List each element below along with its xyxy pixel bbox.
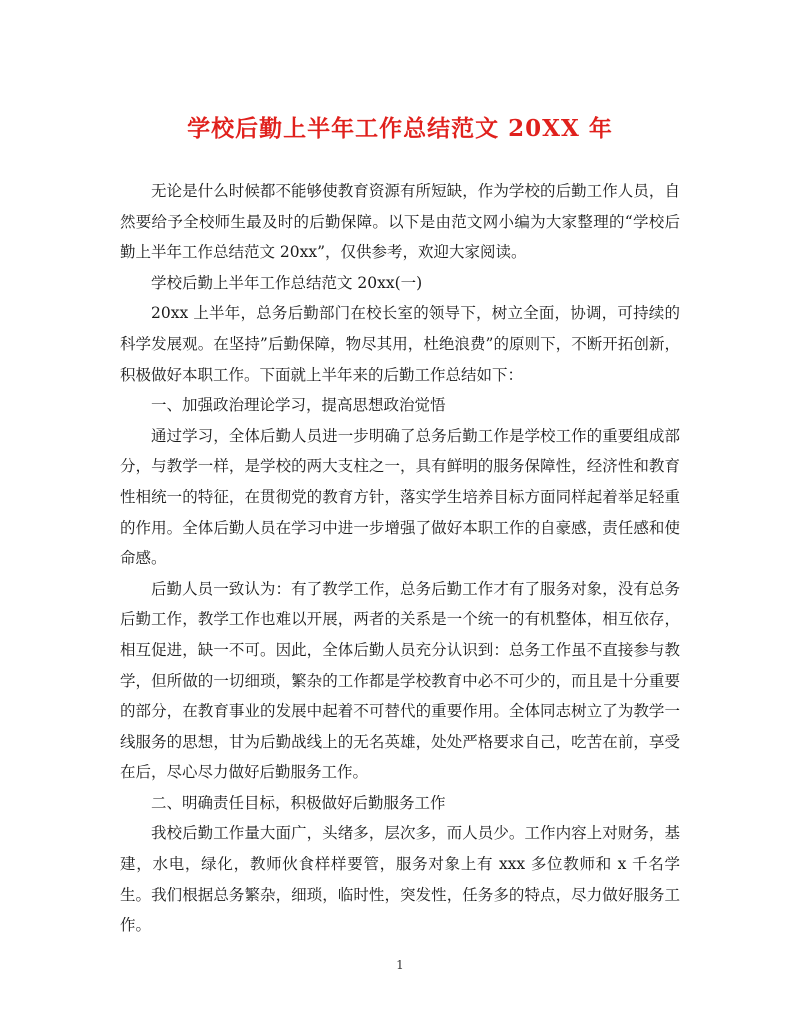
section-heading: 一、加强政治理论学习，提高思想政治觉悟	[151, 396, 446, 415]
body-paragraph: 我校后勤工作量大面广，头绪多，层次多，而人员少。工作内容上对财务，基建，水电，绿化，教师伙食样样要管，服务对象上有 xxx 多位教师和 x 千名学生。我们根据总务繁杂，细琐，临时性，突发性，任务多的特点，尽力做好服务工作。	[120, 824, 680, 935]
section-heading: 学校后勤上半年工作总结范文 20xx(一)	[151, 273, 423, 292]
body-paragraph: 20xx 上半年，总务后勤部门在校长室的领导下，树立全面，协调，可持续的科学发展观。在坚持”后勤保障，物尽其用，杜绝浪费”的原则下，不断开拓创新，积极做好本职工作。下面就上半年来的后勤工作总结如下：	[120, 304, 680, 384]
section-heading: 二、明确责任目标，积极做好后勤服务工作	[151, 793, 446, 812]
document-title: 学校后勤上半年工作总结范文 20XX 年	[187, 115, 613, 142]
body-paragraph: 通过学习，全体后勤人员进一步明确了总务后勤工作是学校工作的重要组成部分，与教学一样，是学校的两大支柱之一，具有鲜明的服务保障性，经济性和教育性相统一的特征，在贯彻党的教育方针，落实学生培养目标方面同样起着举足轻重的作用。全体后勤人员在学习中进一步增强了做好本职工作的自豪感，责任感和使命感。	[120, 426, 680, 568]
body-paragraph: 后勤人员一致认为：有了教学工作，总务后勤工作才有了服务对象，没有总务后勤工作，教学工作也难以开展，两者的关系是一个统一的有机整体，相互依存，相互促进，缺一不可。因此，全体后勤人员充分认识到：总务工作虽不直接参与教学，但所做的一切细琐，繁杂的工作都是学校教育中必不可少的，而且是十分重要的部分，在教育事业的发展中起着不可替代的重要作用。全体同志树立了为教学一线服务的思想，甘为后勤战线上的无名英雄，处处严格要求自己，吃苦在前，享受在后，尽心尽力做好后勤服务工作。	[120, 579, 680, 782]
document-body	[120, 176, 680, 941]
intro-paragraph: 无论是什么时候都不能够使教育资源有所短缺，作为学校的后勤工作人员，自然要给予全校师生最及时的后勤保障。以下是由范文网小编为大家整理的“学校后勤上半年工作总结范文 20xx”，仅供参考，欢迎大家阅读。	[120, 182, 680, 262]
page-number: 1	[396, 958, 404, 972]
